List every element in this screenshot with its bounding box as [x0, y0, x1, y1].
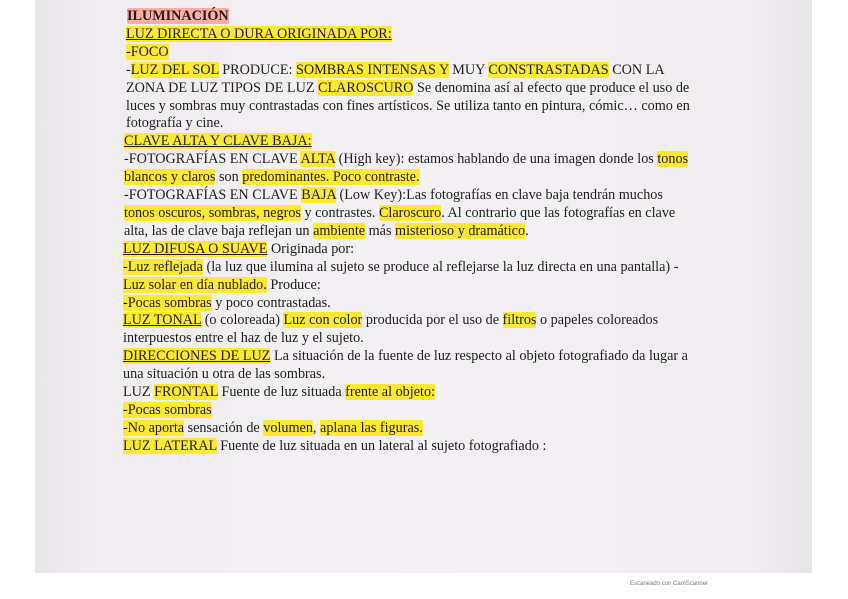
- text: Fuente de luz situada: [217, 384, 346, 401]
- section-direcciones: DIRECCIONES DE LUZ: [123, 348, 271, 365]
- text-line: luces y sombras muy contrastadas con fines artísticos. Se utiliza tanto en pintura, cómic… como en: [126, 97, 690, 114]
- highlight: BAJA: [301, 187, 336, 204]
- text-line: [123, 151, 728, 169]
- highlight: misterioso y dramático: [395, 222, 526, 239]
- highlight: filtros: [502, 312, 537, 329]
- highlight: LUZ DEL SOL: [130, 61, 219, 78]
- text: .: [525, 222, 529, 239]
- text: sensación de: [184, 419, 264, 436]
- text: alta, las de clave baja reflejan un: [124, 222, 314, 239]
- highlight: predominantes. Poco contraste.: [242, 169, 420, 186]
- text: (la luz que ilumina al sujeto se produce al reflejarse la luz directa en una pantalla) -: [202, 258, 679, 275]
- text: -FOTOGRAFÍAS EN CLAVE: [124, 151, 301, 168]
- doc-title-line: [123, 8, 728, 26]
- section-heading: [123, 438, 728, 456]
- highlight: -Luz reflejada: [123, 258, 203, 275]
- highlight: -Pocas sombras: [123, 294, 212, 311]
- text-line: una situación u otra de las sombras.: [123, 366, 326, 383]
- section-difusa: LUZ DIFUSA O SUAVE: [123, 240, 268, 257]
- text: -FOTOGRAFÍAS EN CLAVE: [124, 187, 302, 204]
- text-line: fotografía y cine.: [126, 115, 224, 132]
- text-line: [123, 420, 728, 438]
- foco-item: -FOCO: [126, 43, 169, 60]
- text-line: [123, 80, 728, 98]
- document-body: [123, 8, 728, 456]
- scanned-page: [35, 0, 812, 573]
- text-line: [123, 44, 728, 62]
- highlight: Claroscuro: [378, 204, 442, 221]
- text: PRODUCE:: [218, 61, 296, 78]
- highlight: CONSTRASTADAS: [488, 61, 609, 78]
- highlight: Luz con color: [283, 312, 363, 329]
- highlight: SOMBRAS INTENSAS Y: [296, 61, 449, 78]
- text-line: [123, 295, 728, 313]
- highlight: ALTA: [300, 151, 336, 168]
- highlight: -Pocas sombras: [123, 401, 212, 418]
- text-line: [123, 384, 728, 402]
- section-heading: [123, 241, 728, 259]
- highlight: ambiente: [313, 222, 366, 239]
- section-heading: [123, 26, 728, 44]
- text: más: [365, 222, 396, 239]
- text-line: [123, 187, 728, 205]
- section-heading: [123, 133, 728, 151]
- text: Se denomina así al efecto que produce el uso de: [413, 79, 690, 96]
- text: ,: [312, 419, 321, 436]
- text: ZONA DE LUZ TIPOS DE LUZ: [126, 79, 319, 96]
- text: -: [126, 61, 131, 78]
- text: y contrastes.: [300, 204, 379, 221]
- section-heading: [123, 348, 728, 366]
- section-directa: LUZ DIRECTA O DURA ORIGINADA POR:: [126, 25, 392, 42]
- text: MUY: [448, 61, 489, 78]
- section-clave: CLAVE ALTA Y CLAVE BAJA:: [124, 133, 312, 150]
- section-heading: [123, 312, 728, 330]
- text-line: [123, 259, 728, 277]
- text-line: [123, 277, 728, 295]
- text: producida por el uso de: [362, 312, 503, 329]
- section-tonal: LUZ TONAL: [123, 312, 202, 329]
- highlight: blancos y claros: [124, 169, 216, 186]
- text: La situación de la fuente de luz respecto al objeto fotografiado da lugar a: [270, 348, 688, 365]
- text: o papeles coloreados: [536, 312, 659, 329]
- text: . Al contrario que las fotografías en clave: [441, 204, 676, 221]
- text: Fuente de luz situada en un lateral al sujeto fotografiado :: [216, 437, 547, 454]
- highlight: aplana las figuras.: [320, 419, 423, 436]
- section-lateral: LUZ LATERAL: [123, 437, 217, 454]
- text-line: [123, 169, 728, 187]
- text-line: interpuestos entre el haz de luz y el sujeto.: [123, 330, 364, 347]
- highlight: tonos: [657, 151, 689, 168]
- highlight: tonos oscuros, sombras, negros: [124, 204, 301, 221]
- text-line: [123, 223, 728, 241]
- text-line: [123, 205, 728, 223]
- highlight: FRONTAL: [154, 384, 218, 401]
- text: y poco contrastadas.: [211, 294, 331, 311]
- highlight: volumen: [263, 419, 313, 436]
- text: Produce:: [266, 276, 321, 293]
- highlight: frente al objeto:: [345, 384, 435, 401]
- highlight: CLAROSCURO: [318, 79, 414, 96]
- text: Originada por:: [267, 240, 355, 257]
- text-line: [123, 402, 728, 420]
- text: CON LA: [608, 61, 665, 78]
- scanner-watermark: Escaneado con CamScanner: [630, 581, 709, 587]
- highlight: Luz solar en día nublado.: [123, 276, 267, 293]
- text: (o coloreada): [201, 312, 284, 329]
- text: son: [215, 169, 243, 186]
- text: (High key): estamos hablando de una imagen donde los: [335, 151, 658, 168]
- text: LUZ: [123, 384, 155, 401]
- doc-title: ILUMINACIÓN: [127, 8, 229, 24]
- text-line: [123, 62, 728, 80]
- text: (Low Key):Las fotografías en clave baja tendrán muchos: [335, 187, 663, 204]
- highlight: -No aporta: [123, 419, 185, 436]
